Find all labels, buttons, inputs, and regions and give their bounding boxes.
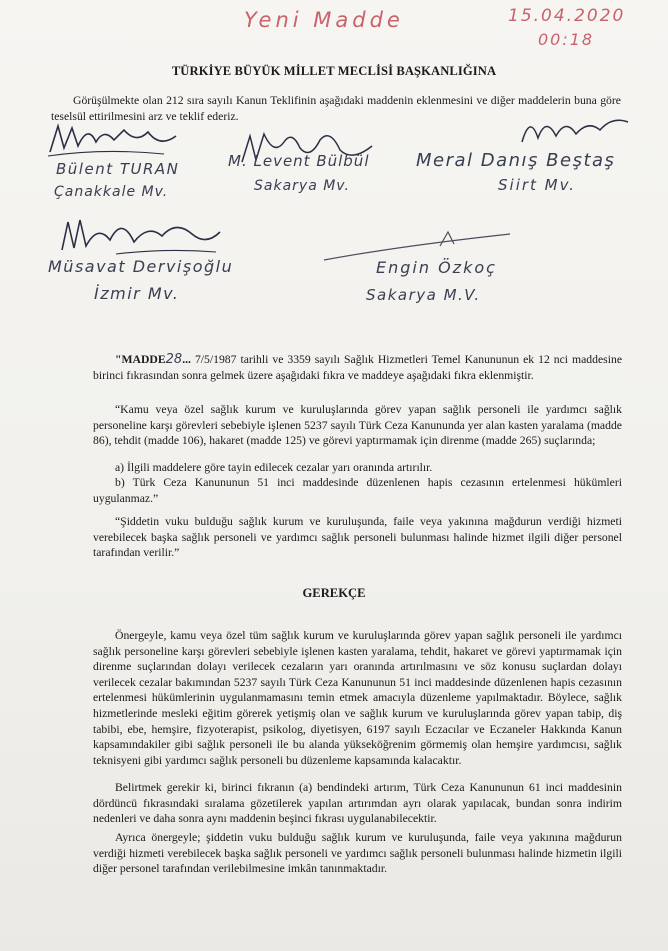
gerekce-heading: GEREKÇE [302, 586, 366, 600]
madde-label: "MADDE [115, 353, 166, 366]
madde-item-b: b) Türk Ceza Kanununun 51 inci maddesinde düzenlenen hapis cezasının ertelenmesi hükümleri uygulanmaz.” [93, 476, 622, 505]
signatory-4-name: Müsavat Dervişoğlu [48, 257, 234, 276]
madde-text: 7/5/1987 tarihli ve 3359 sayılı Sağlık Hizmetleri Temel Kanununun ek 12 nci maddesine birinci fıkrasından sonra gelmek üzere aşağıdaki fıkra ve maddeye aşağıdaki fıkra eklenmiştir. [93, 353, 623, 382]
signatory-2-province: Sakarya Mv. [254, 178, 350, 194]
signature-3 [516, 108, 636, 152]
madde-quote-1: “Kamu veya özel sağlık kurum ve kuruluşlarında görev yapan sağlık personeli ile yardımcı sağlık personeline karşı görevleri sebebiyle işlenen 5237 sayılı Türk Ceza Kanununda yer alan kasten yaralama (madde 86), tehdit (madde 106), hakaret (madde 125) ve görevi yaptırmamak için direnme (madde 265) suçlarında; [93, 403, 622, 448]
signatory-1-name: Bülent TURAN [56, 160, 180, 178]
signatory-3-province: Siirt Mv. [498, 176, 577, 194]
signature-1 [44, 118, 184, 160]
madde-number: 28 [165, 352, 183, 367]
madde-item-a: a) İlgili maddelere göre tayin edilecek cezalar yarı oranında artırılır. [115, 461, 433, 474]
madde-quote-2: “Şiddetin vuku bulduğu sağlık kurum ve kuruluşunda, faile veya yakınına mağdurun verdiği hizmeti verebilecek başka sağlık personeli ve yardımcı sağlık personeli bulunması halinde hizmet ilgili diğer personel tarafından verilir.” [93, 515, 622, 560]
signatory-1-province: Çanakkale Mv. [54, 184, 169, 200]
annotation-time: 00:18 [538, 30, 595, 49]
document-title: TÜRKİYE BÜYÜK MİLLET MECLİSİ BAŞKANLIĞINA [171, 64, 497, 78]
gerekce-paragraph-1: Önergeyle, kamu veya özel tüm sağlık kurum ve kuruluşlarında görev yapan sağlık personeli ile yardımcı sağlık personeline karşı görevleri sebebiyle işlenen kasten yaralama, tehdit, hakaret ve görevi yaptırmamak için direnme suçlarından dolayı verilecek cezaların yarı oranında artırılmasını ve söz konusu suçlardan dolayı verilecek cezalar bakımından 5237 sayılı Türk Ceza Kanununun 51 inci maddesinde düzenlenen hapis cezasının ertelenmesi hükümlerinin uygulanmamasını temin etmek amacıyla düzenleme yapılmaktadır. Böylece, sağlık hizmetlerinde mesleki eğitim görerek yetişmiş olan ve sağlık kurum ve kuruluşlarında görev yapan tabip, diş tabibi, ebe, hemşire, fizyoterapist, psikolog, diyetisyen, 6197 sayılı Eczacılar ve Eczaneler Hakkında Kanun kapsamındakiler gibi sağlık personeli ile bu alanda yükseköğrenim görmemiş olan hemşire yardımcısı, sağlık teknisyeni gibi yardımcı sağlık personeli bu düzenleme kapsamında kalacaktır. [93, 629, 622, 767]
annotation-new-article: Yeni Madde [244, 8, 404, 32]
signatory-3-name: Meral Danış Beştaş [416, 150, 616, 171]
madde-paragraph [93, 352, 622, 383]
annotation-date: 15.04.2020 [508, 6, 626, 26]
signatory-5-name: Engin Özkoç [376, 258, 497, 277]
gerekce-paragraph-2: Belirtmek gerekir ki, birinci fıkranın (a) bendindeki artırım, Türk Ceza Kanununun 61 inci maddesinin dördüncü fıkrasındaki sıralama gözetilerek yapılan artırımdan ayrı olarak yapılacak, bundan sonra indirim nedenleri ve daha sonra aynı maddenin beşinci fıkrası uygulanabilecektir. [93, 781, 622, 826]
signatory-5-province: Sakarya M.V. [366, 286, 481, 304]
signature-4 [56, 210, 226, 260]
signatory-4-province: İzmir Mv. [94, 284, 180, 303]
intro-paragraph: Görüşülmekte olan 212 sıra sayılı Kanun Teklifinin aşağıdaki maddenin eklenmesini ve diğer maddelerin buna göre teselsül ettirilmesini arz ve teklif ederiz. [51, 94, 621, 123]
gerekce-paragraph-3: Ayrıca önergeyle; şiddetin vuku bulduğu sağlık kurum ve kuruluşunda, faile veya yakınına mağdurun verdiği hizmeti verebilecek başka sağlık personeli ve yardımcı sağlık personeli bulunması halinde hizmetin ilgili diğer personel tarafından verilebilmesine imkân tanınmaktadır. [93, 831, 622, 876]
madde-dots: ... [182, 353, 191, 366]
signatory-2-name: M. Levent Bülbül [228, 152, 370, 170]
